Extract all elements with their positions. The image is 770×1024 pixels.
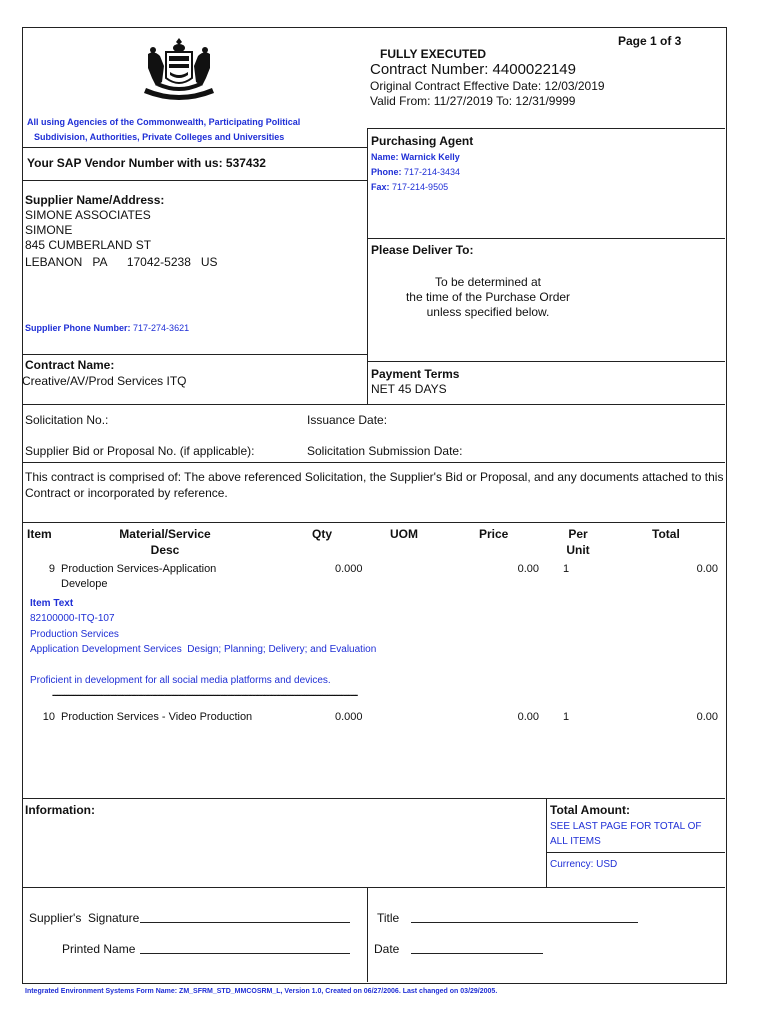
divider — [22, 354, 367, 355]
divider — [22, 522, 725, 523]
divider — [22, 180, 367, 181]
contract-name-heading: Contract Name: — [25, 358, 115, 372]
agent-phone-value: 717-214-3434 — [404, 167, 461, 177]
col-per-1: Per — [568, 527, 588, 541]
supplier-phone — [25, 323, 189, 333]
status-label: FULLY EXECUTED — [380, 47, 487, 61]
row-qty: 0.000 — [335, 711, 363, 723]
supplier-heading: Supplier Name/Address: — [25, 193, 165, 207]
date-label: Date — [374, 942, 400, 956]
submission-date: Solicitation Submission Date: — [307, 444, 463, 458]
title-label: Title — [377, 911, 400, 925]
row-per: 1 — [563, 711, 570, 723]
column-divider — [367, 128, 368, 404]
supplier-phone-value: 717-274-3621 — [133, 323, 190, 333]
divider — [22, 404, 725, 405]
row-qty: 0.000 — [335, 563, 363, 575]
divider — [367, 128, 725, 129]
column-divider — [367, 887, 368, 982]
printed-name-label: Printed Name — [62, 942, 136, 956]
supplier-signature-line[interactable] — [140, 910, 350, 923]
divider — [546, 852, 725, 853]
col-total: Total — [652, 527, 680, 541]
col-per-2: Unit — [566, 543, 590, 557]
col-desc-2: Desc — [150, 543, 180, 557]
deliver-line: the time of the Purchase Order — [405, 290, 571, 304]
row-total: 0.00 — [696, 711, 718, 723]
total-amount-heading: Total Amount: — [550, 803, 630, 817]
row-price: 0.00 — [517, 563, 539, 575]
row-desc: Production Services - Video Production — [61, 711, 253, 723]
row-separator: ----------------------------------------------------------------------------------------------------------------------------------- — [52, 690, 358, 701]
date-line[interactable] — [411, 941, 543, 954]
deliver-heading: Please Deliver To: — [371, 243, 474, 257]
agent-fax-label: Fax: — [371, 182, 390, 192]
supplier-line: SIMONE ASSOCIATES — [25, 208, 151, 222]
col-desc-1: Material/Service — [119, 527, 211, 541]
divider — [367, 238, 725, 239]
total-amount-note-1: SEE LAST PAGE FOR TOTAL OF — [550, 821, 702, 832]
deliver-line: To be determined at — [434, 275, 542, 289]
deliver-line: unless specified below. — [426, 305, 550, 319]
item-text-heading: Item Text — [30, 598, 74, 609]
supplier-line: SIMONE — [25, 223, 73, 237]
currency: Currency: USD — [550, 859, 618, 870]
col-price: Price — [479, 527, 509, 541]
contract-number: Contract Number: 4400022149 — [370, 61, 576, 78]
supplier-line: 845 CUMBERLAND ST — [25, 238, 152, 252]
agencies-line-2: Subdivision, Authorities, Private Colleges and Universities — [34, 132, 285, 142]
item-text-line: 82100000-ITQ-107 — [30, 613, 115, 624]
printed-name-line[interactable] — [140, 941, 350, 954]
issuance-date: Issuance Date: — [307, 413, 388, 427]
item-text-line: Production Services — [30, 629, 119, 640]
agencies-line-1: All using Agencies of the Commonwealth, Participating Political — [27, 117, 301, 127]
divider — [22, 147, 367, 148]
row-item: 10 — [42, 711, 55, 723]
row-item: 9 — [48, 563, 55, 575]
divider — [22, 798, 725, 799]
col-uom: UOM — [390, 527, 418, 541]
row-price: 0.00 — [517, 711, 539, 723]
agent-phone-label: Phone: — [371, 167, 402, 177]
comprised-text: This contract is comprised of: The above referenced Solicitation, the Supplier's Bid or Proposal, and any documents attached to this Contract or incorporated by reference. — [25, 470, 724, 500]
effective-date: Original Contract Effective Date: 12/03/2019 — [370, 79, 605, 93]
payment-terms-value: NET 45 DAYS — [371, 382, 447, 396]
column-divider — [546, 798, 547, 887]
divider — [22, 887, 725, 888]
page-number: Page 1 of 3 — [618, 34, 682, 48]
commonwealth-seal-icon — [140, 36, 218, 102]
agent-phone — [371, 167, 460, 177]
divider — [367, 361, 725, 362]
supplier-line: LEBANON PA 17042-5238 US — [25, 255, 218, 269]
title-line[interactable] — [411, 910, 638, 923]
agent-name-value: Warnick Kelly — [401, 152, 460, 162]
item-text-line: Application Development Services Design; Planning; Delivery; and Evaluation — [30, 644, 377, 655]
supplier-bid-no: Supplier Bid or Proposal No. (if applicable): — [25, 444, 255, 458]
row-desc: Production Services-Application — [61, 563, 217, 575]
agent-fax — [371, 182, 448, 192]
supplier-phone-label: Supplier Phone Number: — [25, 323, 131, 333]
divider — [22, 462, 725, 463]
row-desc-cont: Develope — [61, 578, 108, 590]
col-item: Item — [27, 527, 52, 541]
valid-dates: Valid From: 11/27/2019 To: 12/31/9999 — [370, 94, 576, 108]
solicitation-no: Solicitation No.: — [25, 413, 109, 427]
agent-name — [371, 152, 460, 162]
item-text-line: Proficient in development for all social media platforms and devices. — [30, 675, 331, 686]
row-per: 1 — [563, 563, 570, 575]
supplier-signature-label: Supplier's Signature — [29, 911, 140, 925]
agent-fax-value: 717-214-9505 — [392, 182, 449, 192]
col-qty: Qty — [312, 527, 333, 541]
row-total: 0.00 — [696, 563, 718, 575]
contract-name-value: Creative/AV/Prod Services ITQ — [22, 374, 187, 388]
total-amount-note-2: ALL ITEMS — [550, 836, 601, 847]
form-footer: Integrated Environment Systems Form Name: ZM_SFRM_STD_MMCOSRM_L, Version 1.0, Created on 06/27/2006. Last changed on 03/29/2005. — [25, 988, 498, 995]
payment-terms-heading: Payment Terms — [371, 367, 460, 381]
information-heading: Information: — [25, 803, 95, 817]
agent-name-label: Name: — [371, 152, 399, 162]
vendor-number: Your SAP Vendor Number with us: 537432 — [27, 156, 266, 170]
purchasing-agent-heading: Purchasing Agent — [371, 134, 474, 148]
